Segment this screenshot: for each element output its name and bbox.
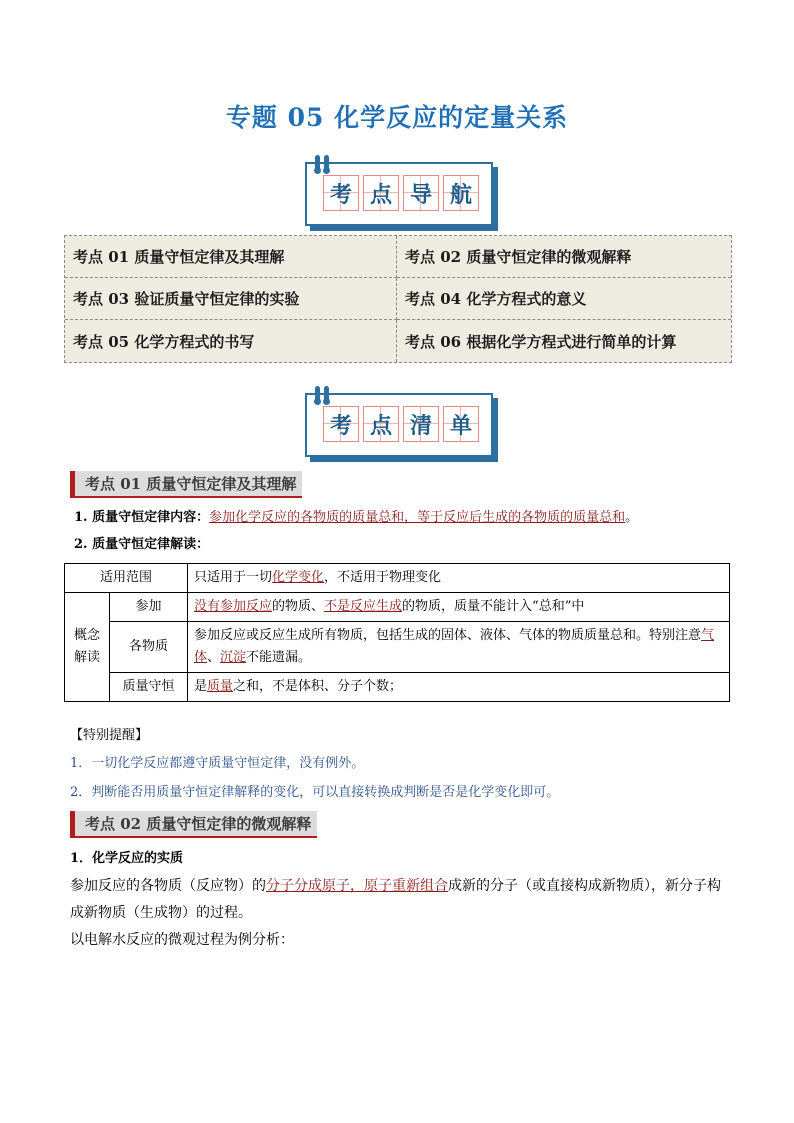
key-text: 气体 xyxy=(194,628,715,665)
content-line: 以电解水反应的微观过程为例分析： xyxy=(70,932,294,948)
key-text: 不是反应生成 xyxy=(324,599,403,614)
section-heading: 考点 01 质量守恒定律及其理解 xyxy=(70,471,302,498)
table-cell: 适用范围 xyxy=(65,564,188,593)
cell-text: 不能遗漏。 xyxy=(246,650,312,665)
content-line xyxy=(74,507,638,529)
banner-char: 航 xyxy=(443,175,479,211)
key-text: 没有参加反应 xyxy=(194,599,273,614)
cell-text: 只适用于一切 xyxy=(194,570,273,585)
nav-item: 考点 05 化学方程式的书写 xyxy=(65,320,397,362)
topic-nav-table xyxy=(64,235,732,363)
table-cell: 参加 xyxy=(110,593,188,622)
cell-text: 之和，不是体积、分子个数； xyxy=(233,679,403,694)
table-cell: 各物质 xyxy=(110,622,188,673)
banner-char: 导 xyxy=(403,175,439,211)
definition-table xyxy=(64,563,730,702)
table-cell: 质量守恒 xyxy=(110,673,188,702)
key-text: 化学变化 xyxy=(272,570,325,585)
nav-item: 考点 01 质量守恒定律及其理解 xyxy=(65,236,397,278)
item-label: 2. 质量守恒定律解读： xyxy=(74,537,210,552)
table-cell xyxy=(188,673,730,702)
content-line xyxy=(70,875,721,897)
table-cell xyxy=(188,593,730,622)
item-label: 1. 质量守恒定律内容： xyxy=(74,510,210,525)
banner-char: 点 xyxy=(363,175,399,211)
banner-nav xyxy=(305,162,493,226)
nav-item: 考点 04 化学方程式的意义 xyxy=(397,278,731,320)
nav-item: 考点 06 根据化学方程式进行简单的计算 xyxy=(405,332,677,351)
key-text: 质量 xyxy=(207,679,234,694)
banner-char: 点 xyxy=(363,406,399,442)
cell-text: ，不适用于物理变化 xyxy=(324,570,442,585)
nav-item: 考点 02 质量守恒定律的微观解释 xyxy=(397,236,731,278)
table-row xyxy=(65,593,730,622)
cell-text: 参加反应的各物质（反应物）的 xyxy=(70,878,266,894)
content-line: 成新物质（生成物）的过程。 xyxy=(70,905,252,921)
cell-text: 是 xyxy=(194,679,208,694)
cell-text: 参加反应或反应生成所有物质，包括生成的固体、液体、气体的物质质量总和。特别注意 xyxy=(194,628,702,643)
page-title: 专题 05 化学反应的定量关系 xyxy=(225,103,569,132)
sub-heading: 1．化学反应的实质 xyxy=(70,851,184,866)
key-text: 参加化学反应的各物质的质量总和，等于反应后生成的各物质的质量总和 xyxy=(209,510,626,525)
banner-list xyxy=(305,393,493,457)
key-text: 分子分成原子，原子重新组合 xyxy=(266,878,448,894)
banner-char: 考 xyxy=(323,406,359,442)
table-cell xyxy=(188,564,730,593)
section-heading: 考点 02 质量守恒定律的微观解释 xyxy=(70,811,317,838)
banner-char: 考 xyxy=(323,175,359,211)
ring-icon xyxy=(324,155,329,171)
banner-char: 单 xyxy=(443,406,479,442)
ring-icon xyxy=(315,386,320,402)
key-text: 沉淀 xyxy=(220,650,247,665)
reminder-line: 1．一切化学反应都遵守质量守恒定律，没有例外。 xyxy=(70,756,365,771)
table-cell: 概念解读 xyxy=(65,593,110,702)
cell-text: 、 xyxy=(207,650,221,665)
cell-text: 的物质、 xyxy=(272,599,325,614)
table-cell xyxy=(188,622,730,673)
reminder-line: 2．判断能否用质量守恒定律解释的变化，可以直接转换成判断是否是化学变化即可。 xyxy=(70,785,560,800)
table-row xyxy=(65,564,730,593)
ring-icon xyxy=(324,386,329,402)
cell-text: 成新的分子（或直接构成新物质），新分子构 xyxy=(448,878,721,894)
table-row xyxy=(65,622,730,673)
cell-text: 的物质，质量不能计入“总和”中 xyxy=(402,599,585,614)
punct: 。 xyxy=(625,510,639,525)
table-row xyxy=(65,673,730,702)
banner-char: 清 xyxy=(403,406,439,442)
reminder-title: 【特别提醒】 xyxy=(70,728,149,743)
nav-item: 考点 03 验证质量守恒定律的实验 xyxy=(65,278,397,320)
ring-icon xyxy=(315,155,320,171)
